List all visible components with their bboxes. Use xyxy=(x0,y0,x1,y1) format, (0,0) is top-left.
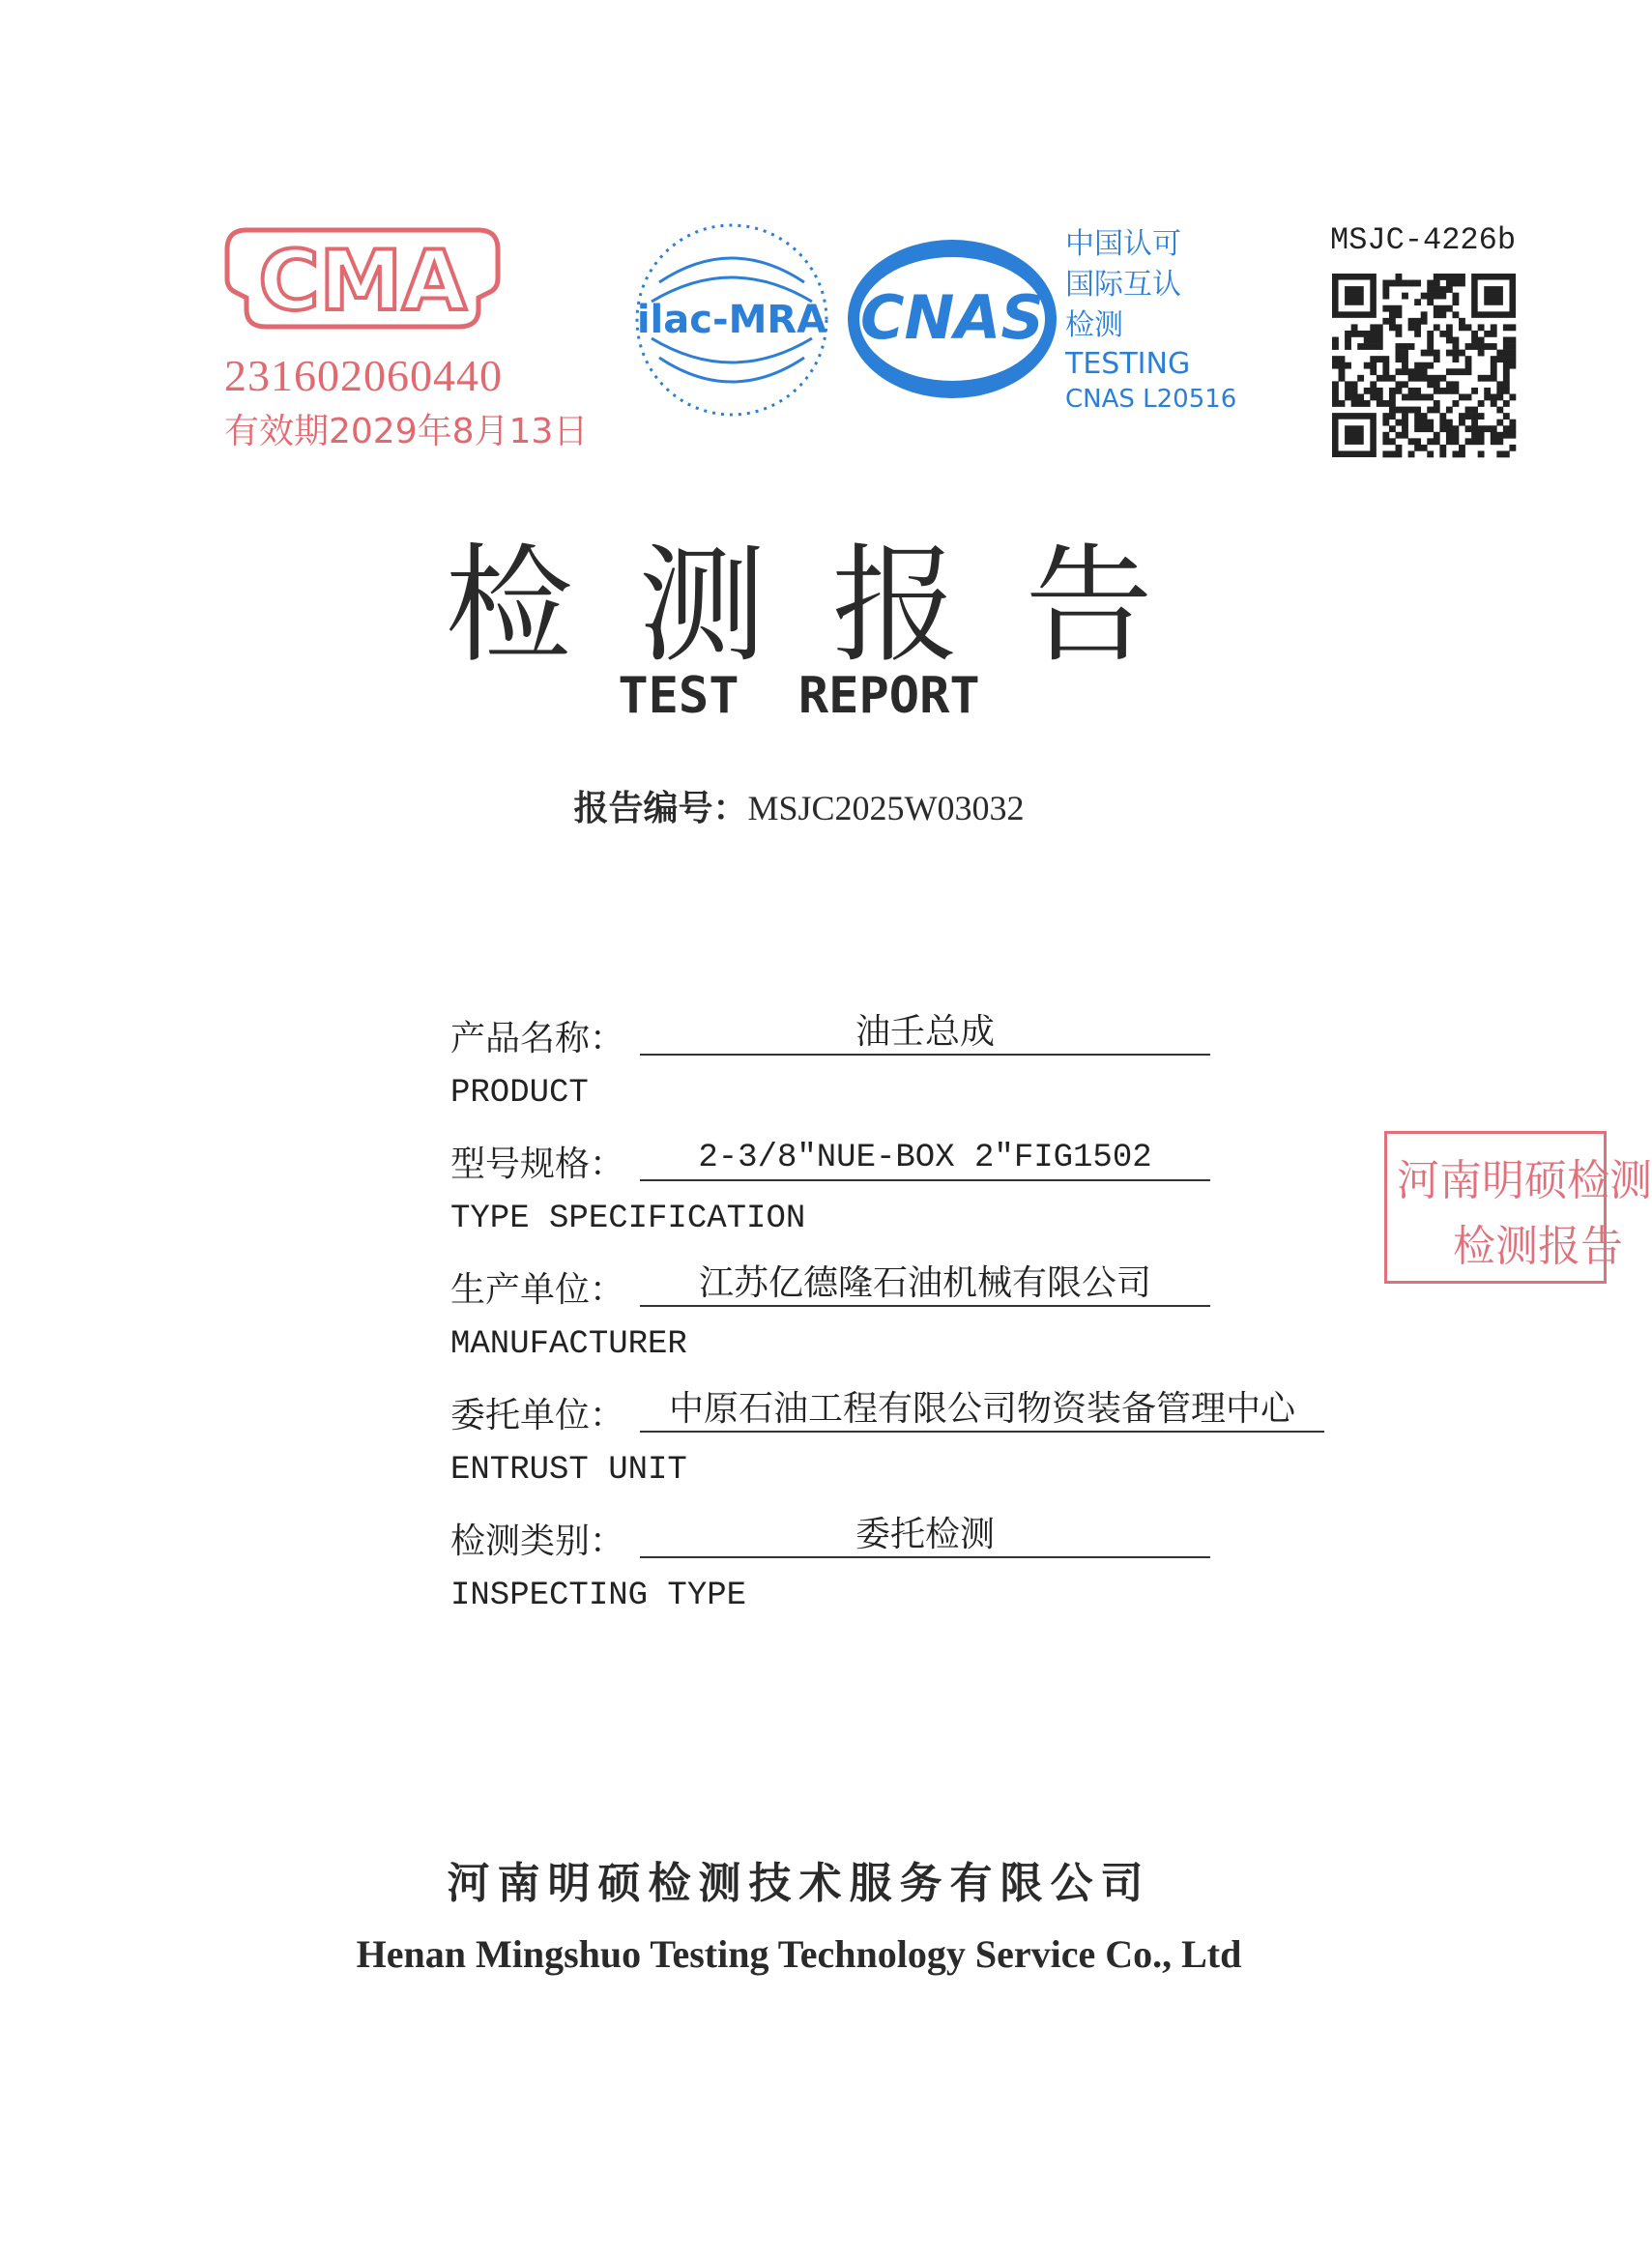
page-title: 检测报告 xyxy=(445,532,1219,681)
cma-number: 231602060440 xyxy=(224,351,503,400)
product-value: 油壬总成 xyxy=(640,1011,1210,1056)
cnas-line-3: 检测 xyxy=(1065,308,1123,342)
ilac-text: ilac-MRA xyxy=(636,298,827,342)
side-stamp xyxy=(1384,1131,1652,1284)
qr-code-icon xyxy=(1332,274,1516,457)
qr-code-label: MSJC-4226b xyxy=(1330,222,1517,258)
entrust-unit-label-en: ENTRUST UNIT xyxy=(450,1452,687,1489)
manufacturer-label: 生产单位： xyxy=(450,1270,625,1310)
page-subtitle: TEST REPORT xyxy=(618,667,980,725)
cnas-logo-text: CNAS xyxy=(859,282,1045,353)
company-name-en: Henan Mingshuo Testing Technology Service Co., Ltd xyxy=(356,1932,1242,1976)
entrust-unit-value: 中原石油工程有限公司物资装备管理中心 xyxy=(640,1388,1324,1433)
report-number-value: MSJC2025W03032 xyxy=(747,789,1025,827)
manufacturer-label-en: MANUFACTURER xyxy=(450,1326,687,1363)
cma-validity: 有效期2029年8月13日 xyxy=(224,412,589,451)
inspecting-type-label-en: INSPECTING TYPE xyxy=(450,1578,747,1614)
product-label: 产品名称： xyxy=(450,1019,625,1058)
company-name-cn: 河南明硕检测技术服务有限公司 xyxy=(447,1859,1151,1908)
report-number xyxy=(0,781,1598,830)
cnas-line-1: 中国认可 xyxy=(1065,227,1181,261)
cnas-line-4: TESTING xyxy=(1065,347,1191,381)
ilac-mra-logo xyxy=(630,215,833,425)
cnas-logo xyxy=(841,232,1063,406)
side-stamp-line-2: 检测报告 xyxy=(1453,1222,1623,1271)
side-stamp-line-1: 河南明硕检测 xyxy=(1397,1156,1652,1205)
type-spec-label: 型号规格： xyxy=(450,1144,625,1184)
type-spec-label-en: TYPE SPECIFICATION xyxy=(450,1201,806,1237)
entrust-unit-label: 委托单位： xyxy=(450,1396,625,1435)
cnas-line-2: 国际互认 xyxy=(1065,268,1181,302)
cnas-line-5: CNAS L20516 xyxy=(1065,385,1237,414)
inspecting-type-value: 委托检测 xyxy=(640,1514,1210,1558)
report-number-label: 报告编号： xyxy=(573,789,748,828)
inspecting-type-label: 检测类别： xyxy=(450,1521,625,1561)
type-spec-value: 2-3/8"NUE-BOX 2"FIG1502 xyxy=(640,1137,1210,1181)
cma-logo xyxy=(217,220,507,336)
product-label-en: PRODUCT xyxy=(450,1075,589,1112)
cma-logo-text: CMA xyxy=(258,233,467,330)
manufacturer-value: 江苏亿德隆石油机械有限公司 xyxy=(640,1262,1210,1307)
